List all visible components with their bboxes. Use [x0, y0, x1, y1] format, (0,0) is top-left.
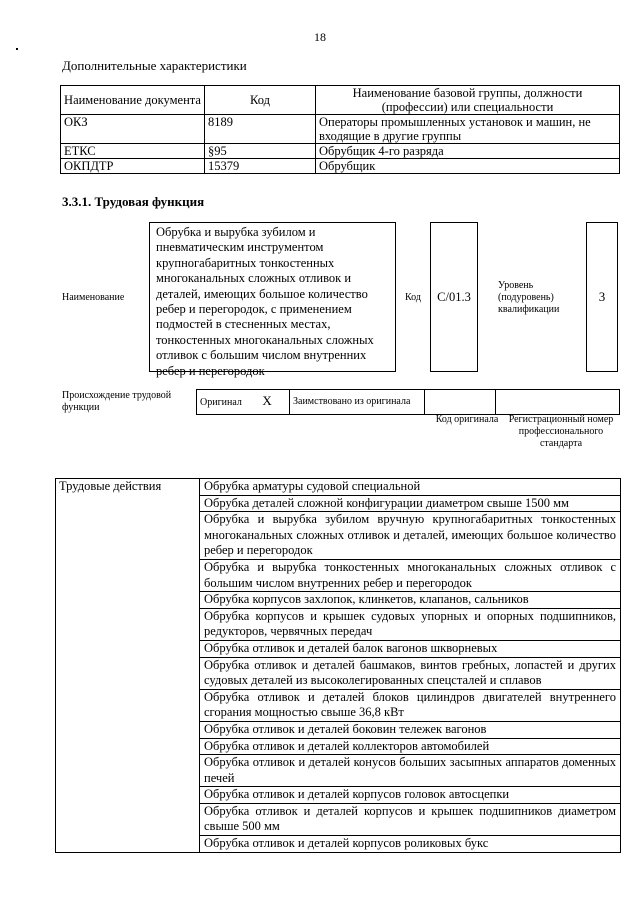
labor-action-item: Обрубка отливок и деталей корпусов головок автосцепки: [200, 787, 621, 804]
table-row: [61, 159, 620, 174]
cell-doc: ЕТКС: [61, 144, 205, 159]
qualification-level-box: 3: [586, 222, 618, 372]
table-row: [61, 144, 620, 159]
labor-action-item: Обрубка отливок и деталей корпусов роликовых букс: [200, 836, 621, 853]
cell-code: §95: [205, 144, 316, 159]
qualification-level-label: Уровень (подуровень) квалификации: [498, 280, 560, 315]
scan-speck: [16, 48, 18, 50]
labor-action-item: Обрубка отливок и деталей корпусов и крышек подшипников диаметром свыше 500 мм: [200, 803, 621, 835]
labor-actions-label: Трудовые действия: [56, 479, 200, 853]
table-row: [56, 479, 621, 496]
labor-action-item: Обрубка отливок и деталей балок вагонов шкворневых: [200, 640, 621, 657]
cell-doc: ОКПДТР: [61, 159, 205, 174]
page-number: 18: [314, 30, 326, 44]
additional-table: [60, 85, 620, 174]
function-code-label: Код: [405, 292, 421, 303]
cell-name: Операторы промышленных установок и машин, не входящие в другие группы: [316, 115, 620, 144]
cell-doc: ОКЗ: [61, 115, 205, 144]
function-name-label: Наименование: [62, 292, 125, 303]
original-mark: X: [262, 393, 272, 408]
borrowed-cell: Заимствовано из оригинала: [290, 390, 425, 415]
section-title: 3.3.1. Трудовая функция: [62, 194, 205, 209]
origin-table: [196, 389, 620, 415]
labor-action-item: Обрубка и вырубка тонкостенных многоканальных сложных отливок с большим числом внутренних ребер и перегородок: [200, 559, 621, 591]
registration-number-caption: Регистрационный номер профессионального стандарта: [508, 414, 614, 449]
labor-action-item: Обрубка деталей сложной конфигурации диаметром свыше 1500 мм: [200, 495, 621, 512]
labor-action-item: Обрубка корпусов и крышек судовых упорных и опорных подшипников, редукторов, червячных передач: [200, 608, 621, 640]
labor-action-item: Обрубка арматуры судовой специальной: [200, 479, 621, 496]
labor-action-item: Обрубка и вырубка зубилом вручную крупногабаритных тонкостенных многоканальных сложных отливок и деталей, имеющих большое количество ребер и перегородок: [200, 512, 621, 560]
labor-action-item: Обрубка корпусов захлопок, клинкетов, клапанов, сальников: [200, 592, 621, 609]
header-group-name: Наименование базовой группы, должности (профессии) или специальности: [316, 86, 620, 115]
original-code-cell: [425, 390, 496, 415]
original-code-caption: Код оригинала: [435, 414, 499, 425]
labor-action-item: Обрубка отливок и деталей конусов больших засыпных аппаратов доменных печей: [200, 755, 621, 787]
origin-label: Происхождение трудовой функции: [62, 390, 172, 413]
labor-action-item: Обрубка отливок и деталей коллекторов автомобилей: [200, 738, 621, 755]
cell-code: 8189: [205, 115, 316, 144]
original-label: Оригинал: [200, 397, 242, 408]
labor-action-item: Обрубка отливок и деталей боковин тележек вагонов: [200, 721, 621, 738]
function-name-box: Обрубка и вырубка зубилом и пневматическим инструментом крупногабаритных тонкостенных многоканальных сложных отливок и деталей, имеющих большое количество ребер и перегородок, с применением подмостей в стесненных местах, тонкостенных многоканальных сложных отливок с большим числом внутренних ребер и перегородок: [149, 222, 396, 372]
cell-name: Обрубщик 4-го разряда: [316, 144, 620, 159]
labor-actions-table: [55, 478, 621, 853]
labor-action-item: Обрубка отливок и деталей блоков цилиндров двигателей внутреннего сгорания мощностью свыше 36,8 кВт: [200, 689, 621, 721]
labor-action-item: Обрубка отливок и деталей башмаков, винтов гребных, лопастей и других судовых деталей из высоколегированных спецсталей и сплавов: [200, 657, 621, 689]
header-document: Наименование документа: [61, 86, 205, 115]
additional-heading: Дополнительные характеристики: [62, 58, 247, 73]
function-code-box: C/01.3: [430, 222, 478, 372]
original-cell: [197, 390, 290, 415]
table-header-row: [61, 86, 620, 115]
header-code: Код: [205, 86, 316, 115]
table-row: [61, 115, 620, 144]
cell-code: 15379: [205, 159, 316, 174]
cell-name: Обрубщик: [316, 159, 620, 174]
registration-number-cell: [496, 390, 620, 415]
